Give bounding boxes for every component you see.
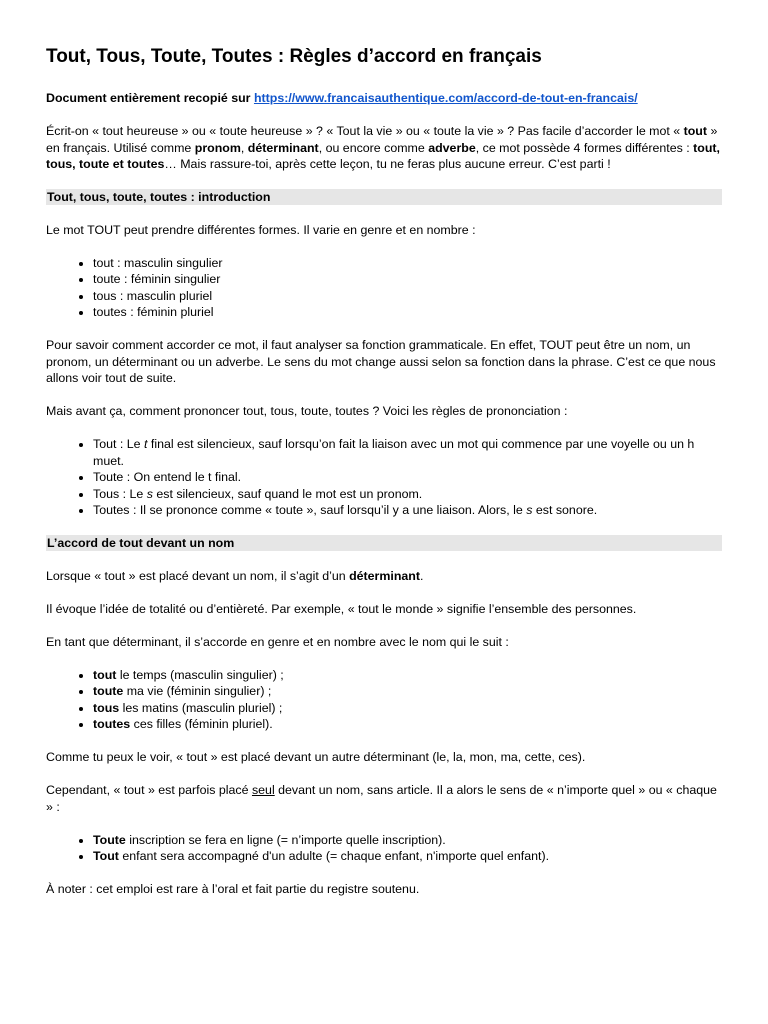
example-text: ces filles (féminin pluriel).: [130, 717, 273, 731]
source-label: Document entièrement recopié sur: [46, 91, 254, 105]
list-item: [93, 436, 722, 469]
intro-text-3: ,: [240, 140, 248, 155]
list-item: [93, 469, 722, 486]
pronunciation-list: [46, 436, 722, 519]
pron-letter: s: [526, 503, 533, 517]
example-text: les matins (masculin pluriel) ;: [119, 700, 283, 715]
list-item: [93, 716, 722, 733]
pron-letter: s: [146, 486, 153, 501]
section2-paragraph-5: [46, 782, 722, 815]
s2-text: .: [420, 568, 424, 583]
section2-paragraph-2: Il évoque l’idée de totalité ou d’entièreté. Par exemple, « tout le monde » signifie l’ensemble des personnes.: [46, 601, 637, 616]
s2-text: Lorsque « tout » est placé devant un nom, il s’agit d’un: [46, 568, 350, 583]
s2-text: Cependant, « tout » est parfois placé: [46, 783, 252, 797]
intro-bold-determinant: déterminant: [247, 140, 319, 155]
example-word: tous: [93, 700, 120, 715]
list-item: [93, 848, 722, 865]
s2-text: devant un nom, sans article. Il a alors le sens de « n’importe quel » ou « chaque » :: [46, 783, 717, 814]
pron-text: Toutes : Il se prononce comme « toute », sauf lorsqu’il y a une liaison. Alors, le: [93, 503, 527, 517]
list-item: [93, 486, 722, 503]
intro-text-4: , ou encore comme: [318, 140, 429, 155]
source-line: [46, 90, 722, 107]
s2-bold-determinant: déterminant: [349, 568, 420, 583]
section2-paragraph-1: [46, 568, 722, 585]
pron-text: Tout : Le: [93, 437, 144, 451]
intro-bold-adverbe: adverbe: [428, 140, 476, 155]
intro-text-6: … Mais rassure-toi, après cette leçon, tu ne feras plus aucune erreur. C’est parti !: [164, 157, 611, 171]
examples-list: [46, 667, 722, 733]
list-item: [93, 502, 722, 519]
pron-text: est sonore.: [532, 503, 598, 517]
list-item: • tous : masculin pluriel: [93, 288, 722, 305]
example-word: Toute: [93, 832, 126, 847]
example-word: Tout: [93, 849, 119, 863]
list-item: [93, 683, 722, 700]
examples-list-2: [46, 832, 722, 865]
section-heading-accord-nom: L’accord de tout devant un nom: [46, 535, 722, 551]
intro-text-5: , ce mot possède 4 formes différentes :: [475, 140, 694, 155]
list-item: [93, 667, 722, 684]
pron-letter: t: [143, 437, 148, 451]
pron-text: Tous : Le: [93, 486, 147, 501]
list-item: • toute : féminin singulier: [93, 271, 722, 288]
intro-paragraph: [46, 123, 722, 173]
intro-text-1: Écrit-on « tout heureuse » ou « toute heureuse » ? « Tout la vie » ou « toute la vie » ? Pas facile d’accorder le mot «: [46, 124, 684, 138]
section1-paragraph-3: Mais avant ça, comment prononcer tout, tous, toute, toutes ? Voici les règles de prononciation :: [46, 404, 568, 418]
example-word: tout: [93, 667, 117, 682]
example-word: toute: [93, 684, 124, 698]
list-item: • tout : masculin singulier: [93, 255, 722, 272]
section1-paragraph-2: Pour savoir comment accorder ce mot, il faut analyser sa fonction grammaticale. En effet, TOUT peut être un nom, un pronom, un déterminant ou un adverbe. Le sens du mot change aussi selon sa fonction dans la phrase. C’est ce que nous allons voir tout de suite.: [46, 338, 716, 385]
section2-paragraph-3: En tant que déterminant, il s’accorde en genre et en nombre avec le nom qui le suit :: [46, 634, 509, 649]
section2-paragraph-4: Comme tu peux le voir, « tout » est placé devant un autre déterminant (le, la, mon, ma, cette, ces).: [46, 750, 586, 764]
section2-paragraph-6: À noter : cet emploi est rare à l’oral et fait partie du registre soutenu.: [46, 882, 420, 896]
source-link[interactable]: https://www.francaisauthentique.com/accord-de-tout-en-francais/: [253, 91, 638, 105]
intro-bold-tout: tout: [683, 124, 707, 138]
example-text: enfant sera accompagné d'un adulte (= chaque enfant, n'importe quel enfant).: [118, 849, 550, 863]
list-item: [93, 700, 722, 717]
pron-text: Toute : On entend le t final.: [93, 470, 242, 484]
section-heading-introduction: Tout, tous, toute, toutes : introduction: [46, 189, 722, 205]
forms-list: [46, 255, 722, 321]
s2-underlined-seul: seul: [251, 783, 275, 797]
page-title: Tout, Tous, Toute, Toutes : Règles d’accord en français: [46, 46, 542, 67]
list-item: • toutes : féminin pluriel: [93, 304, 722, 321]
example-word: toutes: [93, 717, 131, 731]
intro-bold-pronom: pronom: [194, 140, 241, 155]
example-text: inscription se fera en ligne (= n’importe quelle inscription).: [125, 832, 446, 847]
example-text: le temps (masculin singulier) ;: [116, 667, 284, 682]
intro-bold-forms: tout, tous, toute et toutes: [46, 140, 720, 171]
example-text: ma vie (féminin singulier) ;: [123, 684, 272, 698]
section1-paragraph-1: Le mot TOUT peut prendre différentes formes. Il varie en genre et en nombre :: [46, 222, 476, 237]
pron-text: final est silencieux, sauf lorsqu’on fait la liaison avec un mot qui commence par une voyelle ou un h muet.: [93, 437, 695, 468]
intro-text-2: » en français. Utilisé comme: [46, 124, 718, 155]
pron-text: est silencieux, sauf quand le mot est un pronom.: [152, 486, 423, 501]
list-item: [93, 832, 722, 849]
